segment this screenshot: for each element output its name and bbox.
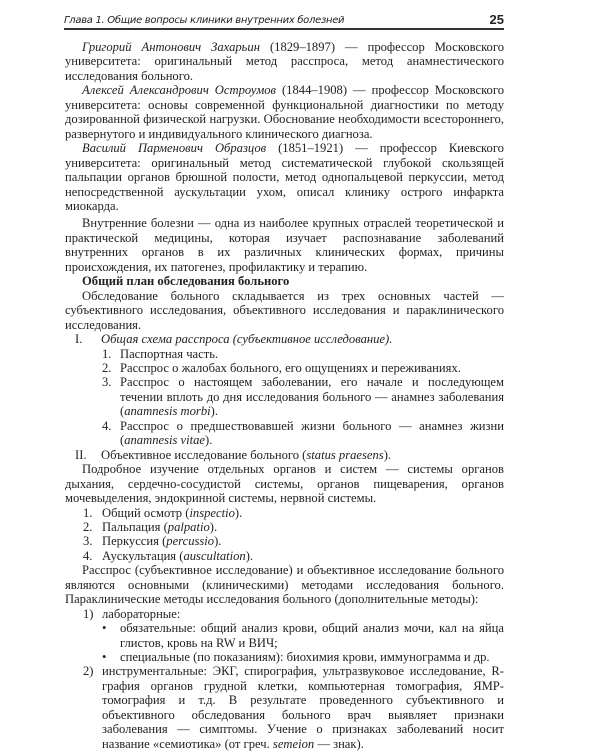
list-item	[65, 607, 504, 621]
list-marker: 4.	[102, 418, 112, 433]
list-marker: 2.	[83, 519, 93, 534]
list-item	[65, 534, 504, 548]
text: Обследование больного складывается из трех основных частей — субъективного исследования, объективного исследования и параклинического исследования.	[65, 288, 504, 332]
list-marker: 3.	[102, 375, 112, 390]
list-marker: 1.	[83, 505, 93, 520]
text: обязательные: общий анализ крови, общий анализ мочи, кал на яйца глистов, кровь на RW и ВИЧ;	[120, 621, 504, 650]
text: специальные (по показаниям): биохимия крови, иммунограмма и др.	[120, 650, 490, 665]
text: ).	[209, 519, 218, 534]
list-marker: I.	[75, 332, 83, 347]
italic-text: palpatio	[167, 519, 210, 534]
text: ).	[383, 447, 392, 462]
text: Пальпация (	[102, 519, 168, 534]
list-marker: 1)	[83, 606, 94, 621]
list-item	[65, 650, 504, 664]
text: Паспортная часть.	[120, 346, 219, 361]
list-marker: II.	[75, 447, 87, 462]
text: ).	[205, 433, 213, 448]
bullet-icon: •	[102, 621, 107, 636]
text: ).	[245, 548, 254, 563]
italic-text: semeion	[272, 736, 315, 751]
page-body	[65, 40, 504, 751]
list-marker: 2)	[83, 664, 94, 679]
italic-text: Григорий Антонович Захарьин	[82, 40, 260, 54]
italic-text: Василий Парменович Образцов	[82, 141, 267, 156]
list-marker: 1.	[102, 346, 112, 361]
running-header	[64, 10, 504, 30]
text: Объективное исследование больного (	[101, 447, 307, 462]
text: Расспрос о предшествовавшей жизни больного — анамнез жизни (	[120, 418, 504, 448]
text: Расспрос (субъективное исследование) и объективное исследование больного являются основными (клиническими) методами исследования больного. Параклинические методы исследования больного (дополнительные методы):	[65, 563, 504, 607]
page-number: 25	[489, 12, 504, 27]
italic-text: auscultation	[183, 548, 246, 563]
list-marker: 4.	[83, 548, 93, 563]
text: Общий план обследования больного	[82, 274, 290, 289]
text: ).	[210, 404, 218, 419]
text: ).	[234, 505, 243, 520]
list-item	[65, 448, 504, 462]
text: Внутренние болезни — одна из наиболее крупных отраслей теоретической и практической медицины, которая изучает распознавание заболеваний внутренних органов в их различных клинических формах, причины происхождения, их патогенез, профилактику и терапию.	[65, 216, 504, 274]
italic-text: anamnesis morbi	[124, 404, 211, 419]
italic-text: percussio	[166, 534, 215, 549]
italic-text: inspectio	[189, 505, 235, 520]
text: Аускультация (	[102, 548, 184, 563]
text: Подробное изучение отдельных органов и систем — системы органов дыхания, сердечно-сосудистой системы, органов пищеварения, органов мочевыделения, эндокринной системы, нервной системы.	[65, 462, 504, 506]
text: инструментальные: ЭКГ, спирография, ультразвуковое исследование, R-графия органов грудной клетки, компьютерная томография, ЯМР-томография и т.д. В результате проведенного субъективного и объективного обследования больного врач выявляет признаки заболевания — симптомы. Учение о признаках заболеваний носит название «семиотика» (от греч.	[102, 664, 504, 751]
list-marker: 2.	[102, 360, 112, 375]
list-item	[65, 375, 504, 418]
italic-text: Общая схема расспроса (субъективное исследование).	[101, 332, 393, 347]
text: ).	[214, 534, 222, 549]
italic-text: Алексей Александрович Остроумов	[82, 83, 277, 98]
text: Перкуссия (	[102, 534, 167, 549]
bullet-icon: •	[102, 650, 107, 665]
section-heading	[65, 274, 504, 288]
text: лабораторные:	[102, 606, 181, 621]
list-item	[65, 520, 504, 534]
paragraph	[65, 462, 504, 505]
paragraph	[65, 40, 504, 83]
italic-text: status praesens	[306, 447, 384, 462]
list-item	[65, 419, 504, 448]
text: (1851–1921) — профессор Киевского университета: оригинальный метод систематической глубокой скользящей пальпации органов брюшной полости, метод однопальцевой перкуссии, метод непосредственной аускультации ухом, описал клинику острого инфаркта миокарда.	[65, 141, 504, 213]
paragraph	[65, 141, 504, 213]
list-item	[65, 549, 504, 563]
text: — знак).	[314, 736, 364, 751]
list-item	[65, 332, 504, 346]
text: Общий осмотр (	[102, 505, 190, 520]
list-item	[65, 621, 504, 650]
text: (1829–1897) — профессор Московского университета: оригинальный метод расспроса, метод анамнестического исследования больного.	[65, 40, 504, 83]
paragraph	[65, 216, 504, 274]
list-marker: 3.	[83, 534, 93, 549]
paragraph	[65, 83, 504, 141]
chapter-title: Глава 1. Общие вопросы клиники внутренних болезней	[64, 15, 345, 26]
list-item	[65, 347, 504, 361]
list-item	[65, 664, 504, 751]
paragraph	[65, 289, 504, 332]
paragraph	[65, 563, 504, 606]
list-item	[65, 506, 504, 520]
text: (1844–1908) — профессор Московского университета: основы современной функциональной диагностики по методу дозированной физической нагрузки. Обоснование необходимости всестороннего, развернутого и индивидуального клинического диагноза.	[65, 83, 504, 141]
text: Расспрос о настоящем заболевании, его начале и последующем течении вплоть до дня исследования больного — анамнез заболевания (	[120, 375, 504, 419]
text: Расспрос о жалобах больного, его ощущениях и переживаниях.	[120, 360, 461, 375]
list-item	[65, 361, 504, 375]
italic-text: anamnesis vitae	[124, 433, 205, 448]
